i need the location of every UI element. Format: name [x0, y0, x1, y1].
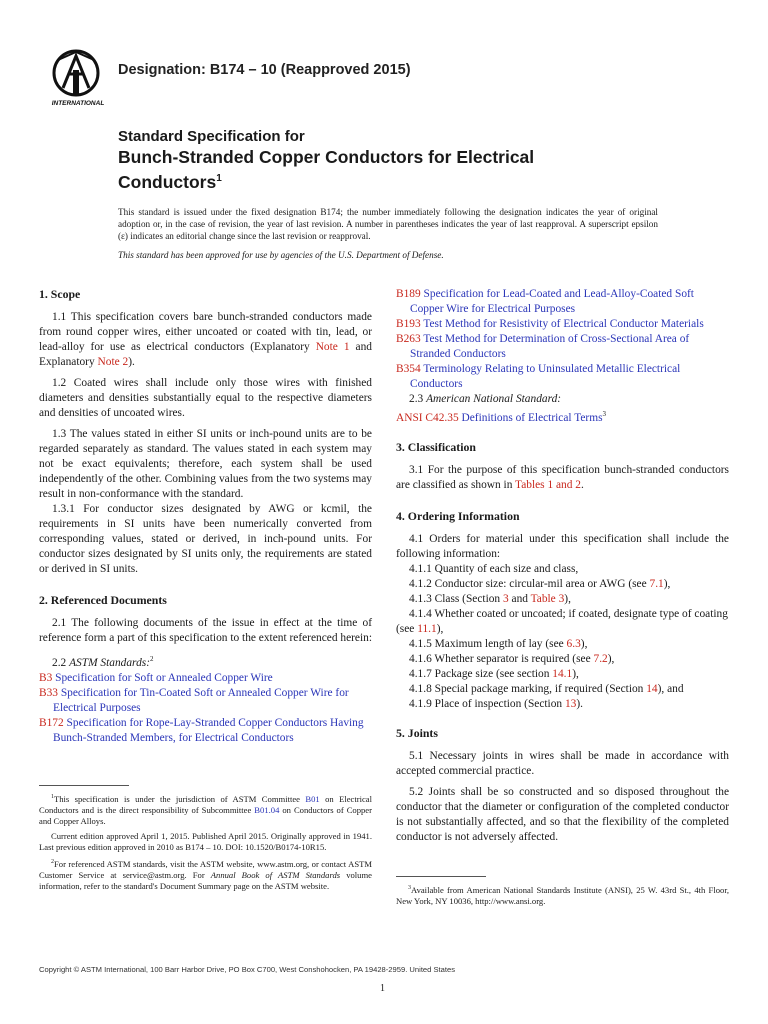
- reference-item[interactable]: B3 Specification for Soft or Annealed Copper Wire: [39, 671, 273, 684]
- table-3-link[interactable]: Table 3: [530, 592, 565, 605]
- dod-approval: This standard has been approved for use by agencies of the U.S. Department of Defense.: [118, 250, 444, 260]
- para-4-1-1: 4.1.1 Quantity of each size and class,: [409, 562, 579, 575]
- title-block: [118, 128, 678, 193]
- section-11-1-link[interactable]: 11.1: [417, 622, 437, 635]
- para-2-2: 2.2 ASTM Standards:$^2$: [52, 655, 154, 669]
- section-14-link[interactable]: 14: [646, 682, 658, 695]
- right-column: [396, 287, 729, 851]
- para-4-1: 4.1 Orders for material under this specification shall include the following information:: [396, 532, 729, 560]
- copyright-footer: Copyright © ASTM International, 100 Barr Harbor Drive, PO Box C700, West Conshohocken, PA 19428-2959. United States: [39, 965, 456, 974]
- para-1-1: 1.1 This specification covers bare bunch-stranded conductors made from round copper wires, either uncoated or coated with tin, lead, or lead-alloy for use as electrical conductors (Explanatory Note 1 and Explanatory Note 2).: [39, 311, 372, 368]
- page-number: 1: [380, 983, 385, 994]
- reference-item[interactable]: B263 Test Method for Determination of Cross-Sectional Area of Stranded Conductors: [396, 333, 690, 360]
- footnote-divider: [396, 876, 486, 877]
- footnote-divider: [39, 785, 129, 786]
- svg-text:INTERNATIONAL: INTERNATIONAL: [51, 100, 105, 107]
- left-column: [39, 287, 372, 746]
- committee-b01-link[interactable]: B01: [305, 793, 320, 804]
- title-footnote-mark: 1: [216, 173, 222, 184]
- tables-link[interactable]: Tables 1 and 2: [515, 478, 581, 491]
- footnote-1: $^1$This specification is under the jurisdiction of ASTM Committee B01 on Electrical Conductors and is the direct responsibility of Subcommittee B01.04 on Conductors of Copper and Copper Alloys.: [39, 793, 372, 826]
- note-1-link[interactable]: Note 1: [315, 341, 350, 353]
- section-6-3-link[interactable]: 6.3: [566, 637, 581, 650]
- note-2-link[interactable]: Note 2: [97, 356, 129, 368]
- para-4-1-5: 4.1.5 Maximum length of lay (see 6.3),: [409, 637, 588, 650]
- section-14-1-link[interactable]: 14.1: [552, 667, 573, 680]
- para-4-1-7: 4.1.7 Package size (see section 14.1),: [409, 667, 579, 680]
- section-ordering-heading: 4. Ordering Information: [396, 508, 520, 523]
- para-3-1: 3.1 For the purpose of this specification bunch-stranded conductors are classified as shown in Tables 1 and 2.: [396, 463, 729, 491]
- para-4-1-2: 4.1.2 Conductor size: circular-mil area or AWG (see 7.1),: [409, 577, 671, 590]
- para-4-1-9: 4.1.9 Place of inspection (Section 13).: [409, 697, 584, 710]
- para-4-1-6: 4.1.6 Whether separator is required (see 7.2),: [409, 652, 615, 665]
- page-title: [118, 147, 588, 193]
- para-4-1-4: 4.1.4 Whether coated or uncoated; if coated, designate type of coating (see 11.1),: [396, 607, 728, 635]
- header: [46, 48, 726, 110]
- para-5-1: 5.1 Necessary joints in wires shall be made in accordance with accepted commercial practice.: [396, 749, 729, 777]
- footnote-1-edition: Current edition approved April 1, 2015. Published April 2015. Originally approved in 1941. Last previous edition approved in 2010 as B174 – 10. DOI: 10.1520/B0174-10R15.: [39, 830, 372, 852]
- section-7-1-link[interactable]: 7.1: [649, 577, 664, 590]
- para-1-3-1: 1.3.1 For conductor sizes designated by AWG or kcmil, the requirements in SI units have been numerically converted from corresponding values, stated or derived, in inch-pound units. For conductor sizes designated by SI units only, the requirements are stated or derived in SI units.: [39, 503, 372, 575]
- astm-logo: [46, 48, 110, 108]
- footnotes-right: [396, 876, 729, 911]
- para-2-3: 2.3 American National Standard:: [409, 393, 562, 405]
- section-classification-heading: 3. Classification: [396, 439, 476, 454]
- para-5-2: 5.2 Joints shall be so constructed and so disposed throughout the conductor that the diameter or configuration of the completed conductor is not substantially affected, and so that the flexibility of the completed conductor is not adversely affected.: [396, 785, 729, 843]
- para-2-1: 2.1 The following documents of the issue in effect at the time of reference form a part of this specification to the extent referenced herein:: [39, 617, 373, 644]
- reference-item[interactable]: B354 Terminology Relating to Uninsulated Metallic Electrical Conductors: [396, 363, 681, 390]
- section-13-link[interactable]: 13: [564, 697, 577, 710]
- title-text: Bunch-Stranded Copper Conductors for Electrical Conductors: [118, 147, 535, 192]
- section-joints-heading: 5. Joints: [396, 725, 438, 740]
- designation: Designation: B174 – 10 (Reapproved 2015): [118, 62, 411, 78]
- section-3-link[interactable]: 3: [502, 592, 509, 605]
- para-4-1-3: 4.1.3 Class (Section 3 and Table 3),: [409, 592, 571, 605]
- intro: [118, 206, 658, 268]
- reference-item[interactable]: B172 Specification for Rope-Lay-Stranded Copper Conductors Having Bunch-Stranded Members, for Electrical Conductors: [39, 716, 364, 744]
- title-pre: Standard Specification for: [118, 128, 305, 145]
- reference-item[interactable]: B193 Test Method for Resistivity of Electrical Conductor Materials: [396, 318, 704, 330]
- subcommittee-b0104-link[interactable]: B01.04: [254, 804, 280, 815]
- section-scope-heading: 1. Scope: [39, 287, 81, 301]
- footnotes-left: [39, 785, 372, 896]
- para-1-2: 1.2 Coated wires shall include only those wires with finished diameters and densities substantially equal to the respective diameters and densities of uncoated wires.: [39, 377, 372, 419]
- ansi-reference[interactable]: ANSI C42.35 Definitions of Electrical Terms$^3$: [396, 410, 607, 424]
- section-7-2-link[interactable]: 7.2: [593, 652, 608, 665]
- section-referenced-documents-heading: 2. Referenced Documents: [39, 593, 167, 607]
- intro-text: This standard is issued under the fixed designation B174; the number immediately following the designation indicates the year of original adoption or, in the case of revision, the year of last revision. A number in parentheses indicates the year of last reapproval. A superscript epsilon (ε) indicates an editorial change since the last revision or reapproval.: [118, 207, 658, 241]
- footnote-2: $^2$For referenced ASTM standards, visit the ASTM website, www.astm.org, or contact ASTM Customer Service at service@astm.org. For Annual Book of ASTM Standards volume information, refer to the standard's Document Summary page on the ASTM website.: [39, 858, 372, 891]
- reference-item[interactable]: B189 Specification for Lead-Coated and Lead-Alloy-Coated Soft Copper Wire for Electrical Purposes: [396, 288, 694, 315]
- para-4-1-8: 4.1.8 Special package marking, if required (Section 14), and: [409, 682, 684, 695]
- para-1-3: 1.3 The values stated in either SI units or inch-pound units are to be regarded separately as standard. The values stated in each system may not be exact equivalents; therefore, each system shall be used independently of the other. Combining values from the two systems may result in non-conformance with the standard.: [39, 428, 372, 500]
- footnote-3: $^3$Available from American National Standards Institute (ANSI), 25 W. 43rd St., 4th Floor, New York, NY 10036, http://www.ansi.org.: [396, 884, 729, 906]
- reference-item[interactable]: B33 Specification for Tin-Coated Soft or Annealed Copper Wire for Electrical Purposes: [39, 686, 349, 714]
